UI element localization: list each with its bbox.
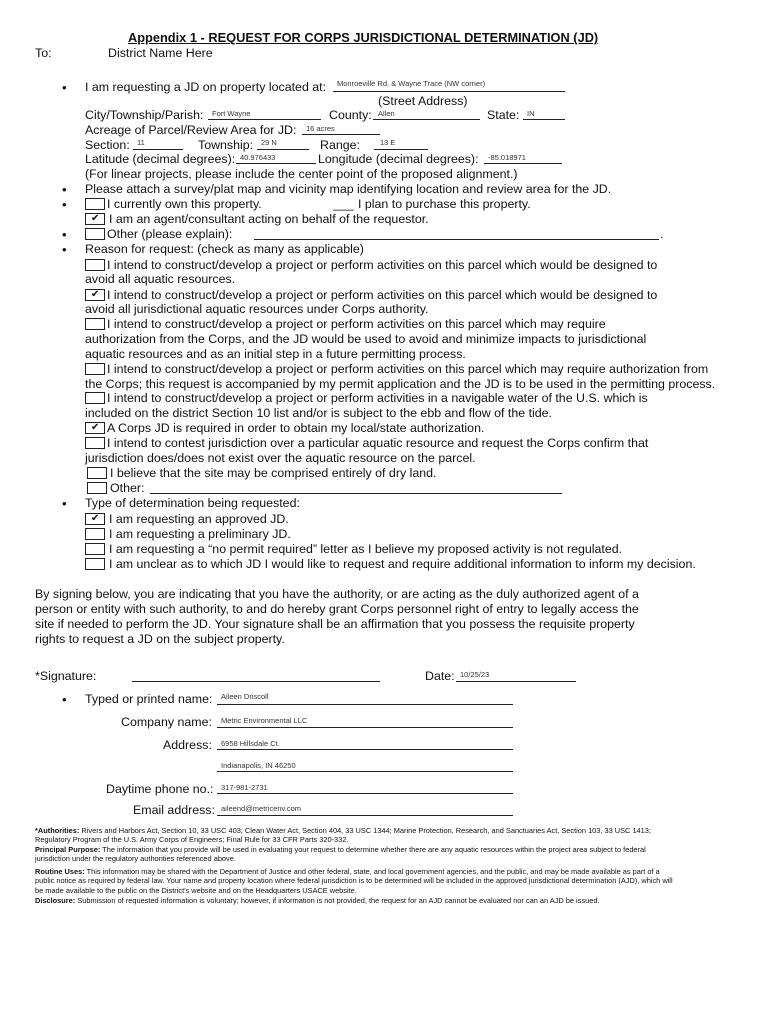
city-label: City/Township/Parish: <box>85 108 204 122</box>
to-label: To: <box>35 46 52 60</box>
reason-3-line-c: aquatic resources and as an initial step in a future permitting process. <box>85 347 466 361</box>
signature-label: *Signature: <box>35 669 97 683</box>
reason-9-checkbox[interactable] <box>87 482 107 494</box>
type-no-permit-label: I am requesting a “no permit required” letter as I believe my proposed activity is not regulated. <box>109 542 623 556</box>
type-heading: Type of determination being requested: <box>85 496 300 510</box>
other-line[interactable] <box>254 239 659 240</box>
reason-5-line-b: included on the district Section 10 list and/or is subject to the ebb and flow of the tide. <box>85 406 552 420</box>
reason-2-line-b: avoid all jurisdictional aquatic resources under Corps authority. <box>85 302 429 316</box>
county-field[interactable]: Allen <box>378 109 395 118</box>
purpose-text: The information that you provide will be used in evaluating your request to determine whether there are any aquatic resources within the project area subject to federal jurisdiction under the regulatory authorities referenced above. <box>35 845 646 864</box>
routine-text: This information may be shared with the Department of Justice and other federal, state, and local government agencies, and the public, and may be made available as part of a public notice as required by federal law. Your name and property location where federal jurisdiction is to be determined will be included in the approved jurisdictional determination (AJD), which will be made available to the public on the District's website and on the Headquarters USACE website. <box>35 867 673 895</box>
company-field[interactable]: Metric Environmental LLC <box>221 716 308 725</box>
reason-2-line-a: I intend to construct/develop a project or perform activities on this parcel which would be designed to <box>107 288 658 302</box>
reason-6-label: A Corps JD is required in order to obtain my local/state authorization. <box>107 421 485 435</box>
routine-label: Routine Uses: <box>35 867 85 876</box>
purpose-label: Principal Purpose: <box>35 845 101 854</box>
reason-3-line-b: authorization from the Corps, and the JD would be used to avoid and minimize impacts to jurisdictional <box>85 332 647 346</box>
email-label: Email address: <box>133 803 215 817</box>
reason-7-checkbox[interactable] <box>85 437 105 449</box>
footnote-disclosure <box>35 896 675 905</box>
reason-7-line-b: jurisdiction does/does not exist over the aquatic resource on the parcel. <box>85 451 476 465</box>
phone-label: Daytime phone no.: <box>106 782 214 796</box>
phone-field[interactable]: 317-981-2731 <box>221 783 268 792</box>
address-label: Address: <box>163 738 212 752</box>
state-field[interactable]: IN <box>527 109 535 118</box>
bullet-contact: • <box>62 692 67 707</box>
state-label: State: <box>487 108 520 122</box>
reasons-heading: Reason for request: (check as many as applicable) <box>85 242 364 256</box>
address-line-1-field[interactable]: 6958 Hillsdale Ct. <box>221 739 280 748</box>
agent-checkbox[interactable]: ✔ <box>85 213 105 225</box>
disclosure-text: Submission of requested information is voluntary; however, if information is not provided, the request for an AJD cannot be evaluated nor can an AJD be issued. <box>75 896 600 905</box>
section-label: Section: <box>85 138 130 152</box>
type-no-permit-checkbox[interactable] <box>85 543 105 555</box>
signing-line-1: By signing below, you are indicating that you have the authority, or are acting as the duly authorized agent of a <box>35 587 639 601</box>
reason-4-checkbox[interactable] <box>85 363 105 375</box>
lat-label: Latitude (decimal degrees): <box>85 152 236 166</box>
reason-8-label: I believe that the site may be comprised entirely of dry land. <box>110 466 437 480</box>
to-value: District Name Here <box>108 46 213 60</box>
plan-blank[interactable]: ___ <box>333 197 354 211</box>
county-label: County: <box>329 108 372 122</box>
name-label: Typed or printed name: <box>85 692 213 706</box>
bullet-attach: • <box>62 182 67 197</box>
footnote-authorities <box>35 826 675 845</box>
authorities-label: *Authorities: <box>35 826 80 835</box>
reason-5-checkbox[interactable] <box>85 392 105 404</box>
reason-4-line-a: I intend to construct/develop a project or perform activities on this parcel which may require authorization from <box>107 362 709 376</box>
date-label: Date: <box>425 669 455 683</box>
reason-3-checkbox[interactable] <box>85 318 105 330</box>
attach-text: Please attach a survey/plat map and vicinity map identifying location and review area for the JD. <box>85 182 612 196</box>
other-label: Other (please explain): <box>107 227 233 241</box>
township-label: Township: <box>198 138 254 152</box>
location-label: I am requesting a JD on property located at: <box>85 80 327 94</box>
name-field[interactable]: Aileen Driscoll <box>221 692 269 701</box>
bullet-other: • <box>62 227 67 242</box>
acreage-field[interactable]: 16 acres <box>306 124 335 133</box>
date-field[interactable]: 10/25/23 <box>460 670 490 679</box>
type-preliminary-checkbox[interactable] <box>85 528 105 540</box>
type-unclear-label: I am unclear as to which JD I would like to request and require additional information to inform my decision. <box>109 557 696 571</box>
lon-field[interactable]: -85.018971 <box>488 153 526 162</box>
linear-note: (For linear projects, please include the center point of the proposed alignment.) <box>85 167 518 181</box>
type-unclear-checkbox[interactable] <box>85 558 105 570</box>
name-line <box>217 704 513 705</box>
plan-label: I plan to purchase this property. <box>358 197 531 211</box>
reason-2-checkbox[interactable]: ✔ <box>85 289 105 301</box>
reason-5-line-a: I intend to construct/develop a project or perform activities in a navigable water of the U.S. which is <box>107 391 648 405</box>
type-approved-checkbox[interactable]: ✔ <box>85 513 105 525</box>
other-checkbox[interactable] <box>85 228 105 240</box>
own-checkbox[interactable] <box>85 198 105 210</box>
type-preliminary-label: I am requesting a preliminary JD. <box>109 527 291 541</box>
other-period: . <box>660 227 664 241</box>
reason-6-checkbox[interactable]: ✔ <box>85 422 105 434</box>
signing-line-3: site if needed to perform the JD. Your signature shall be an affirmation that you possess the requisite property <box>35 617 635 631</box>
range-label: Range: <box>320 138 360 152</box>
street-caption: (Street Address) <box>378 94 468 108</box>
signature-line[interactable] <box>132 681 380 682</box>
agent-label: I am an agent/consultant acting on behalf of the requestor. <box>109 212 429 226</box>
bullet-location: • <box>62 80 67 95</box>
type-approved-label: I am requesting an approved JD. <box>109 512 289 526</box>
lon-label: Longitude (decimal degrees): <box>318 152 479 166</box>
range-field[interactable]: 13 E <box>380 138 396 147</box>
authorities-text: Rivers and Harbors Act, Section 10, 33 USC 403; Clean Water Act, Section 404, 33 USC 1344; Marine Protection, Research, and Sanctuaries Act, Section 103, 33 USC 1413; Regulatory Program of the U.S. Army Corps of Engineers; Final Rule for 33 CFR Parts 320-332. <box>35 826 651 845</box>
reason-8-checkbox[interactable] <box>87 467 107 479</box>
footnote-routine <box>35 867 675 895</box>
reason-other-line[interactable] <box>150 493 562 494</box>
reason-7-line-a: I intend to contest jurisdiction over a particular aquatic resource and request the Corps confirm that <box>107 436 649 450</box>
disclosure-label: Disclosure: <box>35 896 76 905</box>
reason-9-label: Other: <box>110 481 145 495</box>
location-line <box>333 91 565 92</box>
city-field[interactable]: Fort Wayne <box>212 109 251 118</box>
township-field[interactable]: 29 N <box>261 138 277 147</box>
address-line-2-field[interactable]: Indianapolis, IN 46250 <box>221 761 296 770</box>
own-label: I currently own this property. <box>107 197 262 211</box>
reason-3-line-a: I intend to construct/develop a project or perform activities on this parcel which may require <box>107 317 606 331</box>
reason-4-line-b: the Corps; this request is accompanied by my permit application and the JD is to be used in the permitting process. <box>85 377 716 391</box>
lat-field[interactable]: 40.976433 <box>240 153 276 162</box>
company-label: Company name: <box>121 715 212 729</box>
reason-1-line-a: I intend to construct/develop a project or perform activities on this parcel which would be designed to <box>107 258 658 272</box>
reason-1-checkbox[interactable] <box>85 259 105 271</box>
page-title: Appendix 1 - REQUEST FOR CORPS JURISDICTIONAL DETERMINATION (JD) <box>128 30 599 45</box>
reason-1-line-b: avoid all aquatic resources. <box>85 272 236 286</box>
signing-line-2: person or entity with such authority, to and do hereby grant Corps personnel right of entry to legally access the <box>35 602 639 616</box>
email-field[interactable]: aileend@metricenv.com <box>221 804 302 813</box>
footnote-purpose <box>35 845 675 864</box>
location-field[interactable]: Monroeville Rd. & Wayne Trace (NW corner) <box>337 79 486 88</box>
bullet-reasons: • <box>62 242 67 257</box>
signing-line-4: rights to request a JD on the subject property. <box>35 632 285 646</box>
section-field[interactable]: 11 <box>137 138 145 147</box>
acreage-label: Acreage of Parcel/Review Area for JD: <box>85 123 297 137</box>
bullet-type: • <box>62 496 67 511</box>
bullet-own: • <box>62 197 67 212</box>
